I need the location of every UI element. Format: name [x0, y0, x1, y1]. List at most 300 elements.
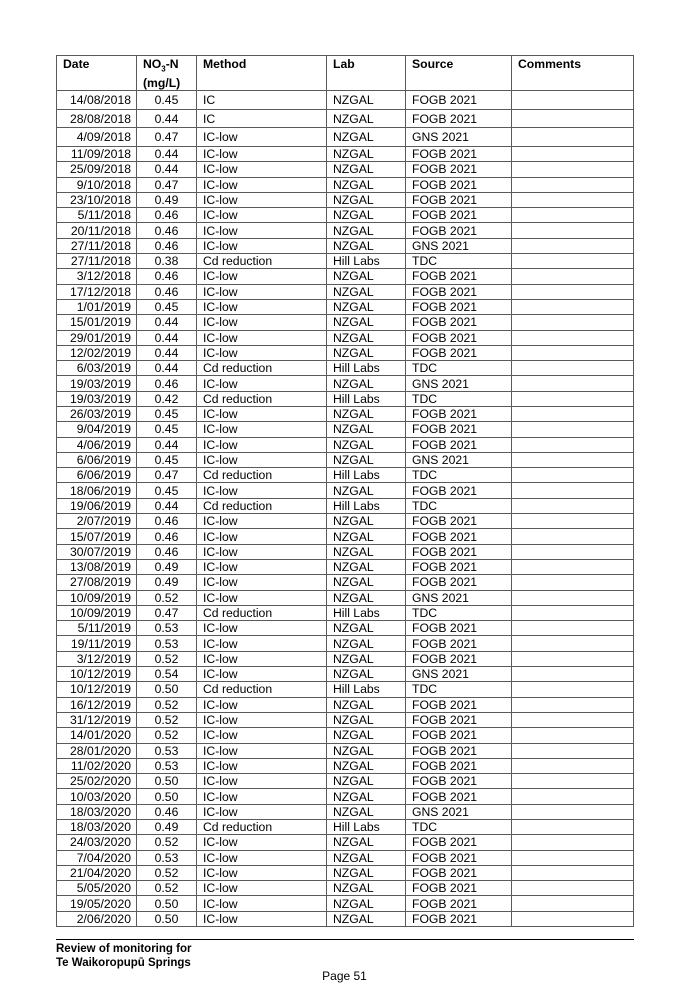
source-cell: FOGB 2021	[406, 774, 512, 789]
date-cell: 5/11/2018	[57, 208, 137, 223]
source-cell: FOGB 2021	[406, 406, 512, 421]
source-cell: FOGB 2021	[406, 345, 512, 360]
comments-cell	[512, 315, 634, 330]
source-cell: FOGB 2021	[406, 514, 512, 529]
source-cell: FOGB 2021	[406, 146, 512, 161]
lab-cell: NZGAL	[327, 223, 406, 238]
header-no3n-main: NO	[143, 57, 162, 71]
lab-cell: NZGAL	[327, 621, 406, 636]
no3n-cell: 0.53	[137, 743, 197, 758]
source-cell: GNS 2021	[406, 667, 512, 682]
table-row	[57, 406, 634, 421]
lab-cell: NZGAL	[327, 208, 406, 223]
date-cell: 18/03/2020	[57, 820, 137, 835]
lab-cell: NZGAL	[327, 728, 406, 743]
table-row	[57, 483, 634, 498]
no3n-cell: 0.45	[137, 452, 197, 467]
method-cell: IC-low	[197, 758, 327, 773]
method-cell: IC-low	[197, 315, 327, 330]
no3n-cell: 0.46	[137, 208, 197, 223]
date-cell: 10/12/2019	[57, 682, 137, 697]
date-cell: 4/06/2019	[57, 437, 137, 452]
table-row	[57, 896, 634, 911]
date-cell: 28/08/2018	[57, 109, 137, 128]
table-row	[57, 820, 634, 835]
source-cell: FOGB 2021	[406, 789, 512, 804]
method-cell: IC-low	[197, 422, 327, 437]
date-cell: 6/03/2019	[57, 361, 137, 376]
comments-cell	[512, 865, 634, 880]
source-cell: FOGB 2021	[406, 728, 512, 743]
no3n-cell: 0.54	[137, 667, 197, 682]
no3n-cell: 0.53	[137, 850, 197, 865]
method-cell: IC-low	[197, 651, 327, 666]
date-cell: 1/01/2019	[57, 299, 137, 314]
source-cell: FOGB 2021	[406, 299, 512, 314]
table-row	[57, 774, 634, 789]
method-cell: Cd reduction	[197, 605, 327, 620]
date-cell: 30/07/2019	[57, 544, 137, 559]
source-cell: FOGB 2021	[406, 192, 512, 207]
table-row	[57, 284, 634, 299]
comments-cell	[512, 223, 634, 238]
comments-cell	[512, 590, 634, 605]
header-source: Source	[406, 56, 512, 91]
table-row	[57, 651, 634, 666]
method-cell: IC-low	[197, 330, 327, 345]
method-cell: IC-low	[197, 406, 327, 421]
table-row	[57, 835, 634, 850]
method-cell: IC-low	[197, 804, 327, 819]
method-cell: Cd reduction	[197, 361, 327, 376]
date-cell: 5/11/2019	[57, 621, 137, 636]
lab-cell: Hill Labs	[327, 254, 406, 269]
method-cell: IC-low	[197, 162, 327, 177]
comments-cell	[512, 422, 634, 437]
source-cell: GNS 2021	[406, 128, 512, 147]
comments-cell	[512, 575, 634, 590]
date-cell: 17/12/2018	[57, 284, 137, 299]
comments-cell	[512, 162, 634, 177]
date-cell: 9/04/2019	[57, 422, 137, 437]
date-cell: 15/01/2019	[57, 315, 137, 330]
comments-cell	[512, 437, 634, 452]
source-cell: FOGB 2021	[406, 865, 512, 880]
table-row	[57, 238, 634, 253]
table-row	[57, 128, 634, 147]
lab-cell: NZGAL	[327, 299, 406, 314]
no3n-cell: 0.47	[137, 468, 197, 483]
source-cell: TDC	[406, 254, 512, 269]
method-cell: IC-low	[197, 177, 327, 192]
table-row	[57, 91, 634, 110]
header-no3n-unit: (mg/L)	[143, 76, 181, 91]
date-cell: 11/09/2018	[57, 146, 137, 161]
method-cell: IC-low	[197, 514, 327, 529]
source-cell: FOGB 2021	[406, 559, 512, 574]
table-row	[57, 422, 634, 437]
comments-cell	[512, 850, 634, 865]
lab-cell: NZGAL	[327, 789, 406, 804]
table-row	[57, 605, 634, 620]
comments-cell	[512, 896, 634, 911]
method-cell: IC-low	[197, 865, 327, 880]
method-cell: IC-low	[197, 208, 327, 223]
table-row	[57, 208, 634, 223]
header-no3n	[137, 56, 197, 91]
comments-cell	[512, 774, 634, 789]
table-row	[57, 315, 634, 330]
table-row	[57, 452, 634, 467]
source-cell: FOGB 2021	[406, 712, 512, 727]
method-cell: IC-low	[197, 911, 327, 926]
table-row	[57, 758, 634, 773]
lab-cell: NZGAL	[327, 238, 406, 253]
no3n-cell: 0.50	[137, 789, 197, 804]
comments-cell	[512, 758, 634, 773]
date-cell: 20/11/2018	[57, 223, 137, 238]
method-cell: IC-low	[197, 192, 327, 207]
date-cell: 5/05/2020	[57, 881, 137, 896]
source-cell: FOGB 2021	[406, 330, 512, 345]
method-cell: IC-low	[197, 835, 327, 850]
comments-cell	[512, 345, 634, 360]
comments-cell	[512, 192, 634, 207]
source-cell: TDC	[406, 361, 512, 376]
date-cell: 10/09/2019	[57, 590, 137, 605]
date-cell: 24/03/2020	[57, 835, 137, 850]
no3n-cell: 0.44	[137, 315, 197, 330]
table-row	[57, 804, 634, 819]
table-row	[57, 544, 634, 559]
source-cell: FOGB 2021	[406, 91, 512, 110]
table-row	[57, 743, 634, 758]
method-cell: IC-low	[197, 146, 327, 161]
source-cell: TDC	[406, 498, 512, 513]
no3n-cell: 0.46	[137, 223, 197, 238]
comments-cell	[512, 621, 634, 636]
no3n-cell: 0.52	[137, 865, 197, 880]
date-cell: 18/03/2020	[57, 804, 137, 819]
comments-cell	[512, 789, 634, 804]
comments-cell	[512, 330, 634, 345]
comments-cell	[512, 299, 634, 314]
date-cell: 12/02/2019	[57, 345, 137, 360]
table-row	[57, 498, 634, 513]
source-cell: FOGB 2021	[406, 835, 512, 850]
no3n-cell: 0.44	[137, 330, 197, 345]
date-cell: 7/04/2020	[57, 850, 137, 865]
method-cell: IC-low	[197, 850, 327, 865]
source-cell: GNS 2021	[406, 376, 512, 391]
method-cell: IC-low	[197, 299, 327, 314]
no3n-cell: 0.50	[137, 911, 197, 926]
no3n-cell: 0.45	[137, 91, 197, 110]
table-row	[57, 911, 634, 926]
header-no3n-suffix: -N	[165, 57, 179, 71]
lab-cell: NZGAL	[327, 881, 406, 896]
table-row	[57, 299, 634, 314]
date-cell: 3/12/2018	[57, 269, 137, 284]
comments-cell	[512, 254, 634, 269]
table-row	[57, 590, 634, 605]
comments-cell	[512, 697, 634, 712]
lab-cell: Hill Labs	[327, 605, 406, 620]
table-row	[57, 254, 634, 269]
lab-cell: NZGAL	[327, 128, 406, 147]
lab-cell: NZGAL	[327, 483, 406, 498]
method-cell: IC-low	[197, 345, 327, 360]
date-cell: 11/02/2020	[57, 758, 137, 773]
lab-cell: NZGAL	[327, 865, 406, 880]
lab-cell: NZGAL	[327, 91, 406, 110]
lab-cell: NZGAL	[327, 559, 406, 574]
no3n-cell: 0.53	[137, 636, 197, 651]
no3n-cell: 0.46	[137, 269, 197, 284]
comments-cell	[512, 146, 634, 161]
date-cell: 13/08/2019	[57, 559, 137, 574]
method-cell: IC-low	[197, 128, 327, 147]
lab-cell: NZGAL	[327, 667, 406, 682]
lab-cell: Hill Labs	[327, 682, 406, 697]
lab-cell: NZGAL	[327, 345, 406, 360]
date-cell: 19/03/2019	[57, 391, 137, 406]
no3n-cell: 0.52	[137, 881, 197, 896]
table-row	[57, 636, 634, 651]
date-cell: 9/10/2018	[57, 177, 137, 192]
date-cell: 31/12/2019	[57, 712, 137, 727]
date-cell: 6/06/2019	[57, 452, 137, 467]
date-cell: 10/12/2019	[57, 667, 137, 682]
comments-cell	[512, 514, 634, 529]
no3n-cell: 0.46	[137, 544, 197, 559]
table-row	[57, 865, 634, 880]
table-header-row	[57, 56, 634, 91]
source-cell: TDC	[406, 820, 512, 835]
source-cell: GNS 2021	[406, 590, 512, 605]
lab-cell: Hill Labs	[327, 498, 406, 513]
table-row	[57, 789, 634, 804]
comments-cell	[512, 391, 634, 406]
lab-cell: NZGAL	[327, 590, 406, 605]
lab-cell: NZGAL	[327, 651, 406, 666]
comments-cell	[512, 667, 634, 682]
table-row	[57, 269, 634, 284]
comments-cell	[512, 559, 634, 574]
comments-cell	[512, 406, 634, 421]
source-cell: FOGB 2021	[406, 651, 512, 666]
lab-cell: NZGAL	[327, 774, 406, 789]
header-lab: Lab	[327, 56, 406, 91]
no3n-cell: 0.52	[137, 697, 197, 712]
date-cell: 4/09/2018	[57, 128, 137, 147]
comments-cell	[512, 91, 634, 110]
lab-cell: NZGAL	[327, 529, 406, 544]
source-cell: FOGB 2021	[406, 896, 512, 911]
table-row	[57, 514, 634, 529]
header-method: Method	[197, 56, 327, 91]
no3n-cell: 0.44	[137, 345, 197, 360]
footer-line-2: Te Waikoropupū Springs	[56, 957, 191, 969]
lab-cell: NZGAL	[327, 376, 406, 391]
comments-cell	[512, 284, 634, 299]
method-cell: IC-low	[197, 269, 327, 284]
date-cell: 29/01/2019	[57, 330, 137, 345]
nitrate-data-table	[56, 55, 634, 927]
lab-cell: NZGAL	[327, 514, 406, 529]
table-row	[57, 881, 634, 896]
no3n-cell: 0.44	[137, 109, 197, 128]
method-cell: IC-low	[197, 712, 327, 727]
source-cell: FOGB 2021	[406, 881, 512, 896]
lab-cell: NZGAL	[327, 422, 406, 437]
source-cell: FOGB 2021	[406, 284, 512, 299]
comments-cell	[512, 911, 634, 926]
table-row	[57, 682, 634, 697]
no3n-cell: 0.52	[137, 712, 197, 727]
source-cell: FOGB 2021	[406, 544, 512, 559]
date-cell: 3/12/2019	[57, 651, 137, 666]
method-cell: IC	[197, 109, 327, 128]
method-cell: IC-low	[197, 743, 327, 758]
comments-cell	[512, 498, 634, 513]
date-cell: 14/01/2020	[57, 728, 137, 743]
date-cell: 27/11/2018	[57, 254, 137, 269]
date-cell: 21/04/2020	[57, 865, 137, 880]
no3n-cell: 0.47	[137, 605, 197, 620]
method-cell: IC-low	[197, 559, 327, 574]
no3n-cell: 0.49	[137, 575, 197, 590]
date-cell: 14/08/2018	[57, 91, 137, 110]
source-cell: FOGB 2021	[406, 177, 512, 192]
source-cell: GNS 2021	[406, 804, 512, 819]
source-cell: TDC	[406, 468, 512, 483]
comments-cell	[512, 605, 634, 620]
comments-cell	[512, 835, 634, 850]
table-row	[57, 468, 634, 483]
date-cell: 16/12/2019	[57, 697, 137, 712]
no3n-cell: 0.49	[137, 820, 197, 835]
comments-cell	[512, 238, 634, 253]
no3n-cell: 0.42	[137, 391, 197, 406]
lab-cell: NZGAL	[327, 162, 406, 177]
method-cell: IC-low	[197, 284, 327, 299]
method-cell: IC-low	[197, 575, 327, 590]
no3n-cell: 0.49	[137, 192, 197, 207]
table-row	[57, 697, 634, 712]
comments-cell	[512, 804, 634, 819]
lab-cell: NZGAL	[327, 269, 406, 284]
lab-cell: NZGAL	[327, 109, 406, 128]
no3n-cell: 0.44	[137, 361, 197, 376]
date-cell: 10/09/2019	[57, 605, 137, 620]
method-cell: IC	[197, 91, 327, 110]
lab-cell: NZGAL	[327, 743, 406, 758]
no3n-cell: 0.45	[137, 406, 197, 421]
comments-cell	[512, 651, 634, 666]
no3n-cell: 0.47	[137, 128, 197, 147]
date-cell: 28/01/2020	[57, 743, 137, 758]
table-row	[57, 192, 634, 207]
comments-cell	[512, 468, 634, 483]
table-row	[57, 345, 634, 360]
comments-cell	[512, 529, 634, 544]
source-cell: FOGB 2021	[406, 621, 512, 636]
date-cell: 26/03/2019	[57, 406, 137, 421]
lab-cell: NZGAL	[327, 437, 406, 452]
lab-cell: NZGAL	[327, 177, 406, 192]
source-cell: FOGB 2021	[406, 269, 512, 284]
method-cell: IC-low	[197, 774, 327, 789]
table-row	[57, 437, 634, 452]
table-row	[57, 712, 634, 727]
date-cell: 15/07/2019	[57, 529, 137, 544]
header-date: Date	[57, 56, 137, 91]
no3n-cell: 0.50	[137, 896, 197, 911]
comments-cell	[512, 109, 634, 128]
comments-cell	[512, 712, 634, 727]
table-row	[57, 391, 634, 406]
date-cell: 6/06/2019	[57, 468, 137, 483]
source-cell: FOGB 2021	[406, 575, 512, 590]
lab-cell: NZGAL	[327, 192, 406, 207]
comments-cell	[512, 881, 634, 896]
lab-cell: NZGAL	[327, 406, 406, 421]
table-row	[57, 728, 634, 743]
method-cell: IC-low	[197, 483, 327, 498]
lab-cell: NZGAL	[327, 804, 406, 819]
date-cell: 27/08/2019	[57, 575, 137, 590]
source-cell: GNS 2021	[406, 452, 512, 467]
lab-cell: NZGAL	[327, 697, 406, 712]
date-cell: 2/07/2019	[57, 514, 137, 529]
source-cell: FOGB 2021	[406, 758, 512, 773]
comments-cell	[512, 376, 634, 391]
no3n-cell: 0.52	[137, 728, 197, 743]
no3n-cell: 0.46	[137, 804, 197, 819]
date-cell: 25/02/2020	[57, 774, 137, 789]
header-no3n-subscript: 3	[161, 64, 166, 74]
method-cell: IC-low	[197, 437, 327, 452]
lab-cell: NZGAL	[327, 850, 406, 865]
method-cell: IC-low	[197, 697, 327, 712]
no3n-cell: 0.53	[137, 621, 197, 636]
no3n-cell: 0.52	[137, 590, 197, 605]
table-row	[57, 529, 634, 544]
lab-cell: NZGAL	[327, 330, 406, 345]
lab-cell: NZGAL	[327, 544, 406, 559]
no3n-cell: 0.46	[137, 514, 197, 529]
header-comments: Comments	[512, 56, 634, 91]
no3n-cell: 0.46	[137, 529, 197, 544]
lab-cell: NZGAL	[327, 896, 406, 911]
comments-cell	[512, 743, 634, 758]
lab-cell: NZGAL	[327, 712, 406, 727]
method-cell: IC-low	[197, 789, 327, 804]
method-cell: IC-low	[197, 636, 327, 651]
lab-cell: NZGAL	[327, 636, 406, 651]
no3n-cell: 0.47	[137, 177, 197, 192]
source-cell: FOGB 2021	[406, 109, 512, 128]
method-cell: Cd reduction	[197, 468, 327, 483]
page-number: Page 51	[322, 969, 367, 983]
source-cell: FOGB 2021	[406, 743, 512, 758]
table-row	[57, 330, 634, 345]
no3n-cell: 0.52	[137, 651, 197, 666]
comments-cell	[512, 208, 634, 223]
table-row	[57, 223, 634, 238]
date-cell: 18/06/2019	[57, 483, 137, 498]
